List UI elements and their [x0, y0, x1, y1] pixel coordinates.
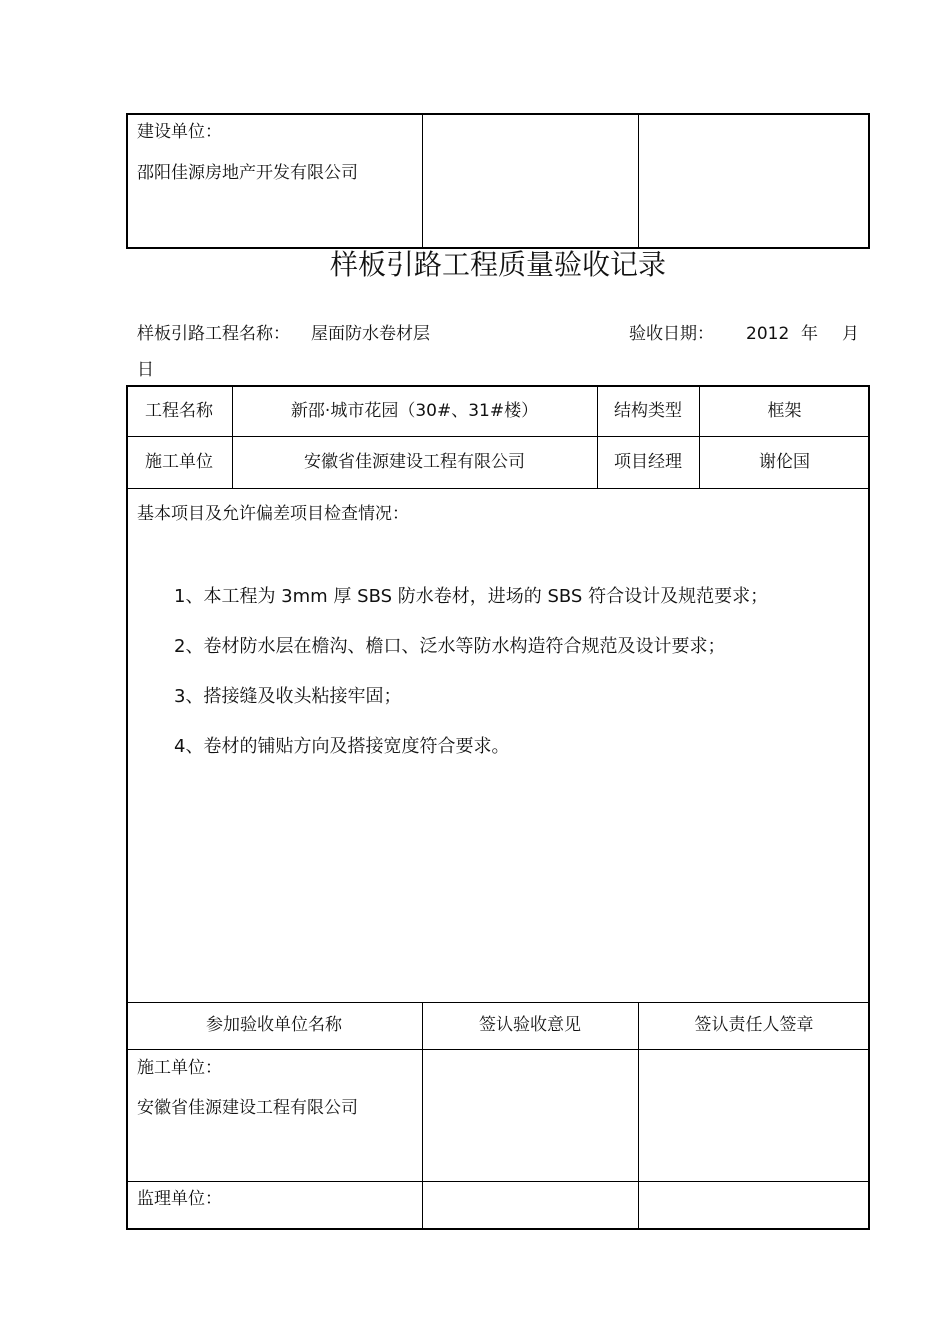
builder-label: 建设单位： [137, 122, 222, 142]
date-year-unit: 年 [801, 324, 818, 344]
sign-header-opinion: 签认验收意见 [479, 1015, 581, 1035]
date-month-unit: 月 [842, 324, 859, 344]
project-manager-value: 谢伦国 [759, 452, 810, 472]
sign-divider-header [126, 1049, 870, 1050]
structure-type-label: 结构类型 [614, 401, 682, 421]
construction-unit-value: 安徽省佳源建设工程有限公司 [137, 1098, 358, 1118]
construction-unit-label: 施工单位： [137, 1058, 222, 1078]
check-item-4: 4、卷材的铺贴方向及搭接宽度符合要求。 [174, 736, 510, 757]
date-day-unit: 日 [137, 360, 154, 380]
project-label: 样板引路工程名称： [137, 324, 290, 344]
builder-value: 邵阳佳源房地产开发有限公司 [137, 163, 358, 183]
structure-type-value: 框架 [767, 401, 802, 421]
project-value: 屋面防水卷材层 [311, 324, 430, 344]
row-divider-2 [126, 488, 870, 489]
check-item-2: 2、卷材防水层在檐沟、檐口、泛水等防水构造符合规范及设计要求； [174, 636, 726, 657]
check-heading: 基本项目及允许偏差项目检查情况： [137, 504, 409, 524]
project-name-value: 新邵·城市花园（30#、31#楼） [290, 401, 539, 421]
sign-divider-top [126, 1002, 870, 1003]
date-label: 验收日期： [629, 324, 714, 344]
check-item-1: 1、本工程为 3mm 厚 SBS 防水卷材，进场的 SBS 符合设计及规范要求； [174, 586, 769, 607]
sign-divider-row [126, 1181, 870, 1182]
top-table-divider-1 [422, 113, 423, 249]
contractor-label: 施工单位 [145, 452, 213, 472]
top-table-divider-2 [638, 113, 639, 249]
sign-header-unit: 参加验收单位名称 [206, 1015, 342, 1035]
sign-header-signature: 签认责任人签章 [694, 1015, 814, 1035]
page-title: 样板引路工程质量验收记录 [329, 248, 666, 281]
check-item-3: 3、搭接缝及收头粘接牢固； [174, 686, 402, 707]
row-divider-1 [126, 436, 870, 437]
supervision-unit-label: 监理单位： [137, 1189, 222, 1209]
sign-col-divider-1 [422, 1002, 423, 1230]
contractor-value: 安徽省佳源建设工程有限公司 [304, 452, 525, 472]
project-manager-label: 项目经理 [614, 452, 682, 472]
sign-col-divider-2 [638, 1002, 639, 1230]
project-name-label: 工程名称 [145, 401, 213, 421]
date-year: 2012 [746, 324, 790, 344]
